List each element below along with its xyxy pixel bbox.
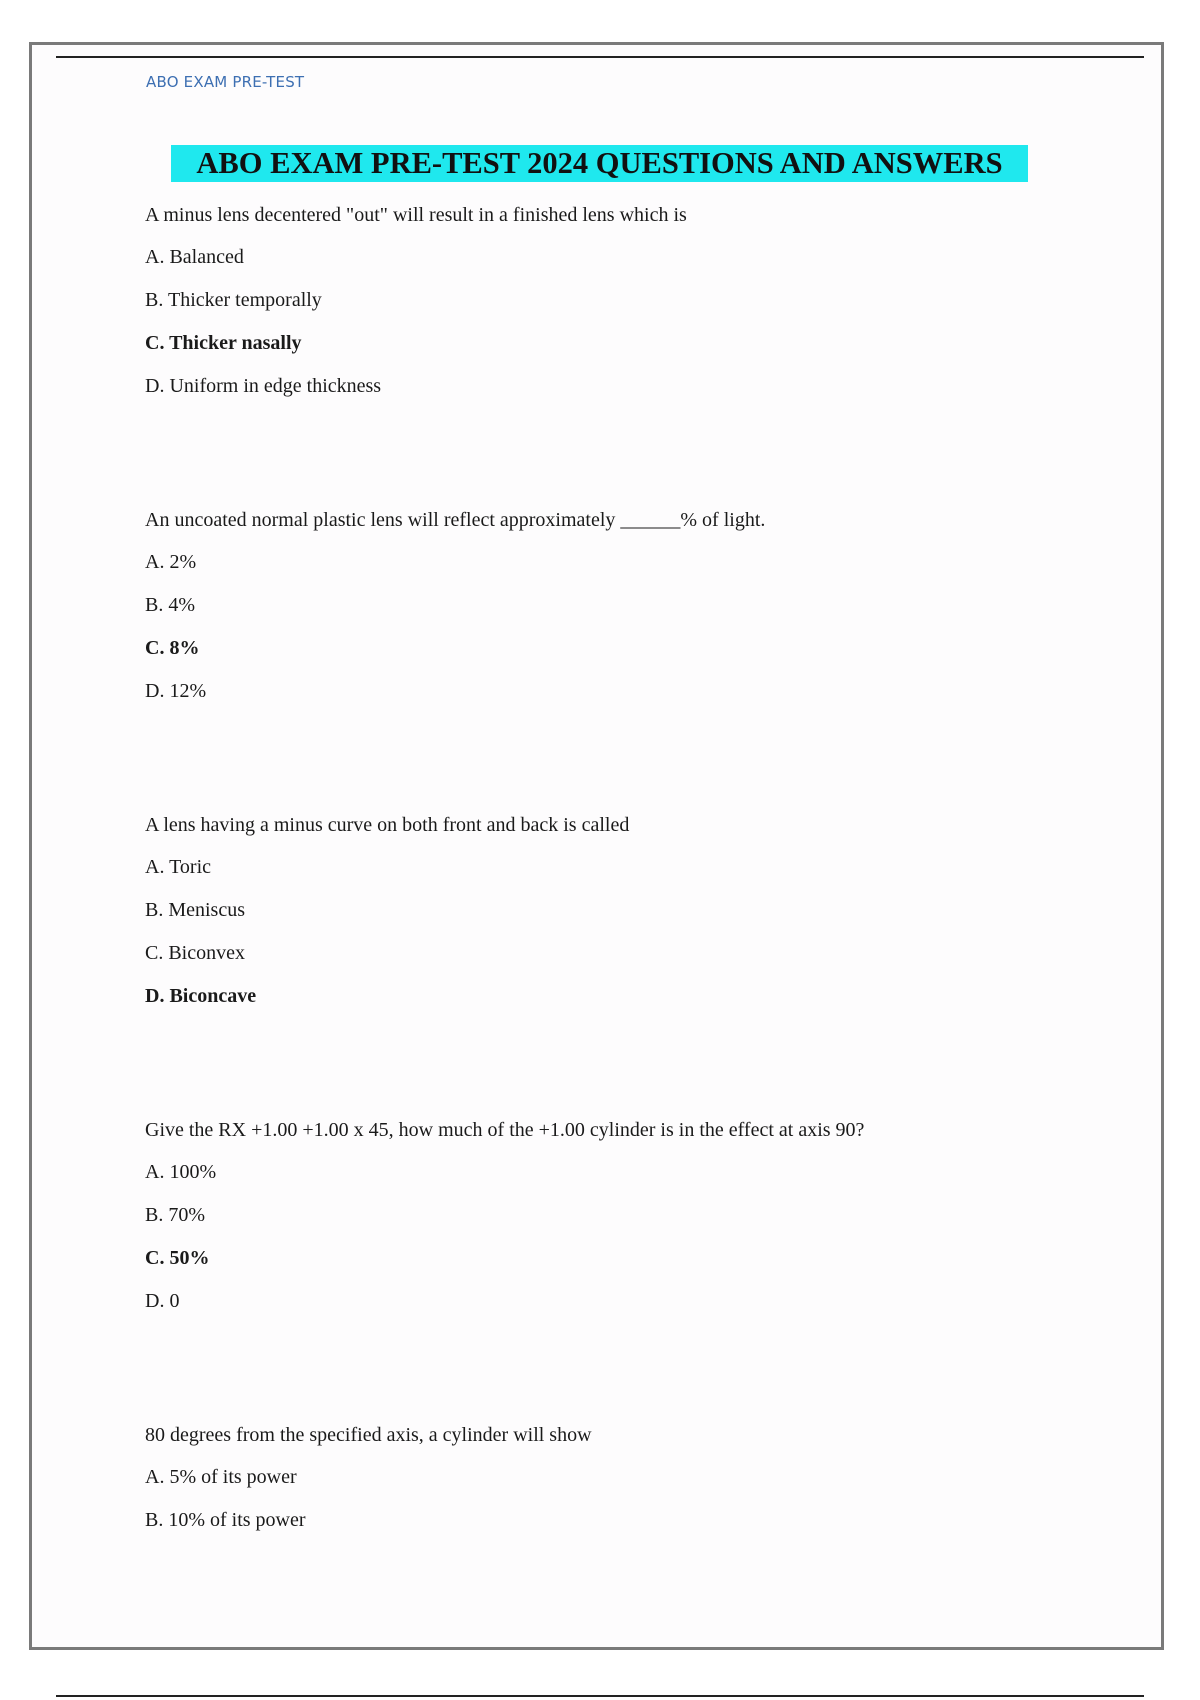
answer-option-b: B. 4% bbox=[145, 594, 195, 616]
header-rule bbox=[56, 56, 1144, 58]
correct-answer-option-c: C. 50% bbox=[145, 1247, 210, 1269]
question-5 bbox=[145, 1421, 1105, 1534]
correct-answer-option-c: C. 8% bbox=[145, 637, 200, 659]
question-stem: An uncoated normal plastic lens will reflect approximately ______% of light. bbox=[145, 509, 766, 531]
question-stem: A minus lens decentered "out" will result in a finished lens which is bbox=[145, 204, 687, 226]
question-4 bbox=[145, 1116, 1105, 1315]
question-spacer bbox=[145, 1025, 1105, 1116]
answer-option-a: A. Balanced bbox=[145, 246, 244, 268]
question-spacer bbox=[145, 415, 1105, 506]
question-stem: A lens having a minus curve on both front and back is called bbox=[145, 814, 630, 836]
correct-answer-option-c: C. Thicker nasally bbox=[145, 332, 302, 354]
question-3 bbox=[145, 811, 1105, 1010]
answer-option-a: A. 5% of its power bbox=[145, 1466, 297, 1488]
answer-option-d: D. 12% bbox=[145, 680, 207, 702]
answer-option-a: A. Toric bbox=[145, 856, 211, 878]
answer-option-d: D. Uniform in edge thickness bbox=[145, 375, 382, 397]
answer-option-a: A. 2% bbox=[145, 551, 197, 573]
answer-option-d: D. 0 bbox=[145, 1290, 180, 1312]
question-stem: Give the RX +1.00 +1.00 x 45, how much of the +1.00 cylinder is in the effect at axis 90? bbox=[145, 1119, 865, 1141]
footer-rule bbox=[56, 1695, 1144, 1697]
document-title: ABO EXAM PRE-TEST 2024 QUESTIONS AND ANSWERS bbox=[171, 145, 1028, 182]
running-header: ABO EXAM PRE-TEST bbox=[146, 73, 305, 91]
answer-option-b: B. Meniscus bbox=[145, 899, 245, 921]
question-spacer bbox=[145, 1330, 1105, 1421]
question-spacer bbox=[145, 720, 1105, 811]
answer-option-b: B. 10% of its power bbox=[145, 1509, 306, 1531]
answer-option-c: C. Biconvex bbox=[145, 942, 245, 964]
answer-option-b: B. Thicker temporally bbox=[145, 289, 322, 311]
question-stem: 80 degrees from the specified axis, a cylinder will show bbox=[145, 1424, 592, 1446]
question-1 bbox=[145, 201, 1105, 400]
question-2 bbox=[145, 506, 1105, 705]
correct-answer-option-d: D. Biconcave bbox=[145, 985, 257, 1007]
answer-option-b: B. 70% bbox=[145, 1204, 205, 1226]
question-list bbox=[145, 201, 1105, 1549]
answer-option-a: A. 100% bbox=[145, 1161, 217, 1183]
